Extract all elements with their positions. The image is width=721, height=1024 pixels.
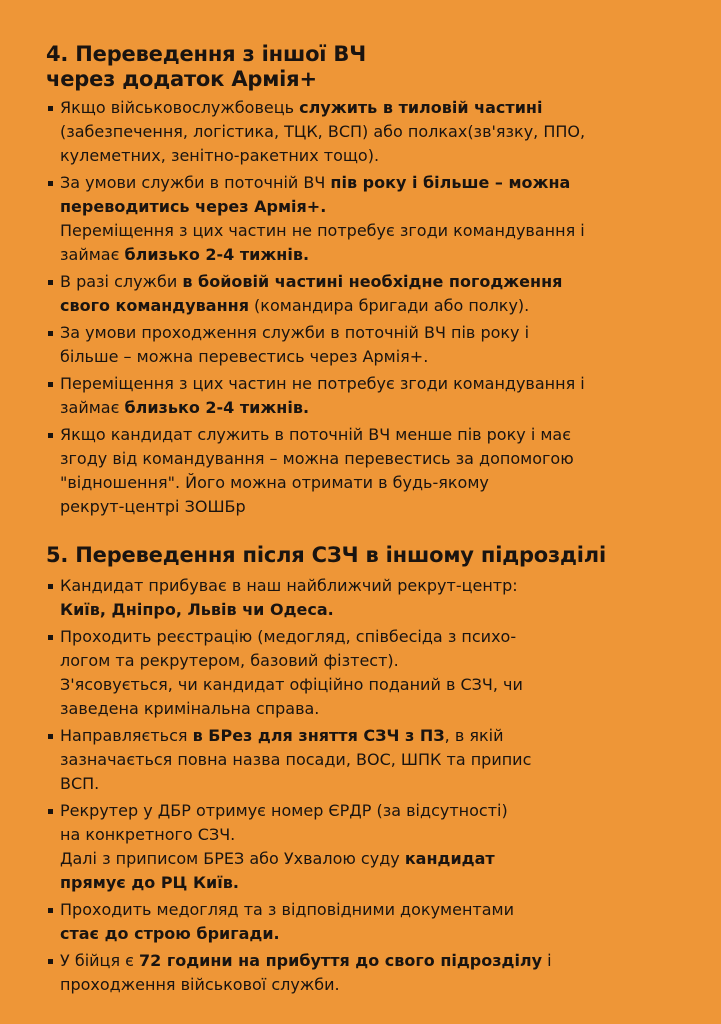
text-run: , в якій xyxy=(444,726,504,745)
list-item-line xyxy=(60,673,689,697)
list-item xyxy=(46,949,689,997)
list-item-line xyxy=(60,219,689,243)
bullet-list xyxy=(46,96,689,519)
section-title xyxy=(46,42,689,92)
text-run: Проходить медогляд та з відповідними документами xyxy=(60,900,514,919)
text-run: зазначається повна назва посади, ВОС, ШПК та припис xyxy=(60,750,532,769)
text-run: Якщо військовослужбовець xyxy=(60,98,300,117)
bold-text: в БРез для зняття СЗЧ з ПЗ xyxy=(192,726,445,745)
text-run: проходження військової служби. xyxy=(60,975,340,994)
text-run: Кандидат прибуває в наш найближчий рекрут-центр: xyxy=(60,576,518,595)
text-run: ВСП. xyxy=(60,774,100,793)
text-run: В разі служби xyxy=(60,272,183,291)
list-item-line xyxy=(60,724,689,748)
list-item-line xyxy=(60,243,689,267)
list-item xyxy=(46,171,689,267)
bullet-list xyxy=(46,574,689,997)
section-title xyxy=(46,543,689,568)
text-run: Переміщення з цих частин не потребує згоди командування і xyxy=(60,221,585,240)
list-item-line xyxy=(60,372,689,396)
text-run: За умови проходження служби в поточній ВЧ пів року і xyxy=(60,323,530,342)
list-item xyxy=(46,96,689,168)
text-run: Проходить реєстрацію (медогляд, співбесіда з психо- xyxy=(60,627,517,646)
list-item-line xyxy=(60,922,689,946)
list-item xyxy=(46,574,689,622)
list-item-line xyxy=(60,144,689,168)
list-item-line xyxy=(60,949,689,973)
bold-text: пів року і більше – можна xyxy=(330,173,571,192)
bold-text: кандидат xyxy=(404,849,495,868)
list-item-line xyxy=(60,321,689,345)
list-item-line xyxy=(60,471,689,495)
section-transfer-after-awol xyxy=(46,543,689,1000)
list-item xyxy=(46,270,689,318)
bold-text: Київ, Дніпро, Львів чи Одеса. xyxy=(60,600,334,619)
section-title-line: 4. Переведення з іншої ВЧ xyxy=(46,42,366,66)
bold-text: в бойовій частині необхідне погодження xyxy=(182,272,563,291)
text-run: Далі з приписом БРЕЗ або Ухвалою суду xyxy=(60,849,405,868)
list-item-line xyxy=(60,447,689,471)
list-item-line xyxy=(60,871,689,895)
text-run: Рекрутер у ДБР отримує номер ЄРДР (за відсутності) xyxy=(60,801,508,820)
list-item xyxy=(46,321,689,369)
text-run: (забезпечення, логістика, ТЦК, ВСП) або полках(зв'язку, ППО, xyxy=(60,122,586,141)
list-item-line xyxy=(60,294,689,318)
bold-text: прямує до РЦ Київ. xyxy=(60,873,239,892)
bold-text: переводитись через Армія+. xyxy=(60,197,327,216)
list-item-line xyxy=(60,171,689,195)
list-item-line xyxy=(60,748,689,772)
list-item-line xyxy=(60,799,689,823)
text-run: займає xyxy=(60,398,125,417)
list-item xyxy=(46,372,689,420)
section-transfer-from-other-unit xyxy=(46,42,689,522)
section-title-line: через додаток Армія+ xyxy=(46,67,317,91)
text-run: З'ясовується, чи кандидат офіційно поданий в СЗЧ, чи xyxy=(60,675,523,694)
text-run: логом та рекрутером, базовий фізтест). xyxy=(60,651,399,670)
bold-text: стає до строю бригади. xyxy=(60,924,280,943)
list-item-line xyxy=(60,772,689,796)
list-item-line xyxy=(60,697,689,721)
list-item xyxy=(46,898,689,946)
list-item xyxy=(46,625,689,721)
list-item xyxy=(46,423,689,519)
text-run: більше – можна перевестись через Армія+. xyxy=(60,347,429,366)
bold-text: близько 2-4 тижнів. xyxy=(124,398,310,417)
list-item-line xyxy=(60,270,689,294)
list-item-line xyxy=(60,625,689,649)
text-run: рекрут-центрі ЗОШБр xyxy=(60,497,246,516)
list-item xyxy=(46,724,689,796)
text-run: займає xyxy=(60,245,125,264)
list-item-line xyxy=(60,396,689,420)
list-item xyxy=(46,799,689,895)
list-item-line xyxy=(60,423,689,447)
list-item-line xyxy=(60,495,689,519)
text-run: За умови служби в поточній ВЧ xyxy=(60,173,331,192)
text-run: кулеметних, зенітно-ракетних тощо). xyxy=(60,146,380,165)
list-item-line xyxy=(60,574,689,598)
text-run: заведена кримінальна справа. xyxy=(60,699,320,718)
list-item-line xyxy=(60,96,689,120)
text-run: Якщо кандидат служить в поточній ВЧ менше пів року і має xyxy=(60,425,571,444)
list-item-line xyxy=(60,195,689,219)
list-item-line xyxy=(60,649,689,673)
text-run: "відношення". Його можна отримати в будь-якому xyxy=(60,473,489,492)
bold-text: свого командування xyxy=(60,296,249,315)
section-title-line: 5. Переведення після СЗЧ в іншому підрозділі xyxy=(46,543,606,567)
text-run: Направляється xyxy=(60,726,193,745)
text-run: на конкретного СЗЧ. xyxy=(60,825,236,844)
list-item-line xyxy=(60,345,689,369)
list-item-line xyxy=(60,973,689,997)
list-item-line xyxy=(60,823,689,847)
list-item-line xyxy=(60,847,689,871)
text-run: У бійця є xyxy=(60,951,140,970)
bold-text: служить в тиловій частині xyxy=(299,98,543,117)
bold-text: 72 години на прибуття до свого підрозділу xyxy=(139,951,543,970)
text-run: Переміщення з цих частин не потребує згоди командування і xyxy=(60,374,585,393)
bold-text: близько 2-4 тижнів. xyxy=(124,245,310,264)
list-item-line xyxy=(60,598,689,622)
list-item-line xyxy=(60,120,689,144)
text-run: (командира бригади або полку). xyxy=(248,296,530,315)
list-item-line xyxy=(60,898,689,922)
text-run: згоду від командування – можна перевестись за допомогою xyxy=(60,449,574,468)
text-run: і xyxy=(542,951,552,970)
